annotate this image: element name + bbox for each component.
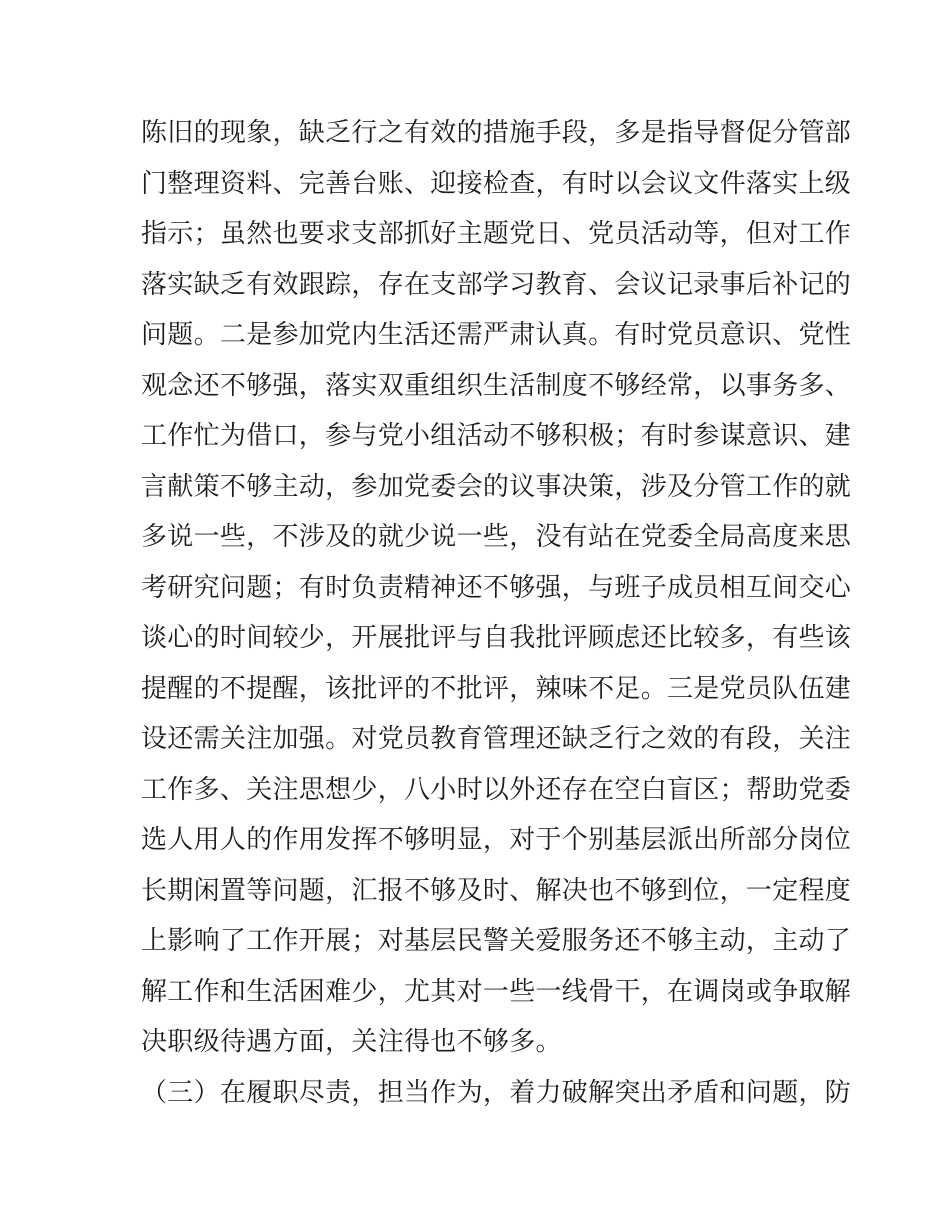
text-line: 解工作和生活困难少，尤其对一些一线骨干，在调岗或争取解: [141, 976, 852, 1007]
text-line: 观念还不够强，落实双重组织生活制度不够经常，以事务多、: [141, 370, 852, 401]
text-line: 问题。二是参加党内生活还需严肃认真。有时党员意识、党性: [141, 320, 852, 350]
text-line: 设还需关注加强。对党员教育管理还缺乏行之效的有段，关注: [141, 724, 852, 754]
text-line: 多说一些，不涉及的就少说一些，没有站在党委全局高度来思: [141, 522, 852, 552]
text-line: 长期闲置等问题，汇报不够及时、解决也不够到位，一定程度: [141, 875, 852, 906]
text-line: 言献策不够主动，参加党委会的议事决策，涉及分管工作的就: [141, 471, 852, 502]
text-line: 落实缺乏有效跟踪，存在支部学习教育、会议记录事后补记的: [141, 269, 852, 300]
text-line: 谈心的时间较少，开展批评与自我批评顾虑还比较多，有些该: [141, 623, 852, 653]
text-line: 提醒的不提醒，该批评的不批评，辣味不足。三是党员队伍建: [141, 673, 852, 704]
text-line: 门整理资料、完善台账、迎接检查，有时以会议文件落实上级: [141, 168, 852, 199]
text-line: 决职级待遇方面，关注得也不够多。: [141, 1027, 562, 1057]
text-line: 考研究问题；有时负责精神还不够强，与班子成员相互间交心: [141, 572, 852, 603]
text-line: 工作忙为借口，参与党小组活动不够积极；有时参谋意识、建: [141, 421, 852, 451]
text-line: 指示；虽然也要求支部抓好主题党日、党员活动等，但对工作: [141, 219, 852, 249]
text-line: 工作多、关注思想少，八小时以外还存在空白盲区；帮助党委: [141, 774, 852, 805]
text-line: 上影响了工作开展；对基层民警关爱服务还不够主动，主动了: [141, 926, 852, 956]
section-heading: （三）在履职尽责，担当作为，着力破解突出矛盾和问题，防: [141, 1077, 852, 1108]
text-line: 陈旧的现象，缺乏行之有效的措施手段，多是指导督促分管部: [141, 118, 852, 148]
body-text: [141, 108, 852, 1118]
text-line: 选人用人的作用发挥不够明显，对于个别基层派出所部分岗位: [141, 825, 852, 855]
